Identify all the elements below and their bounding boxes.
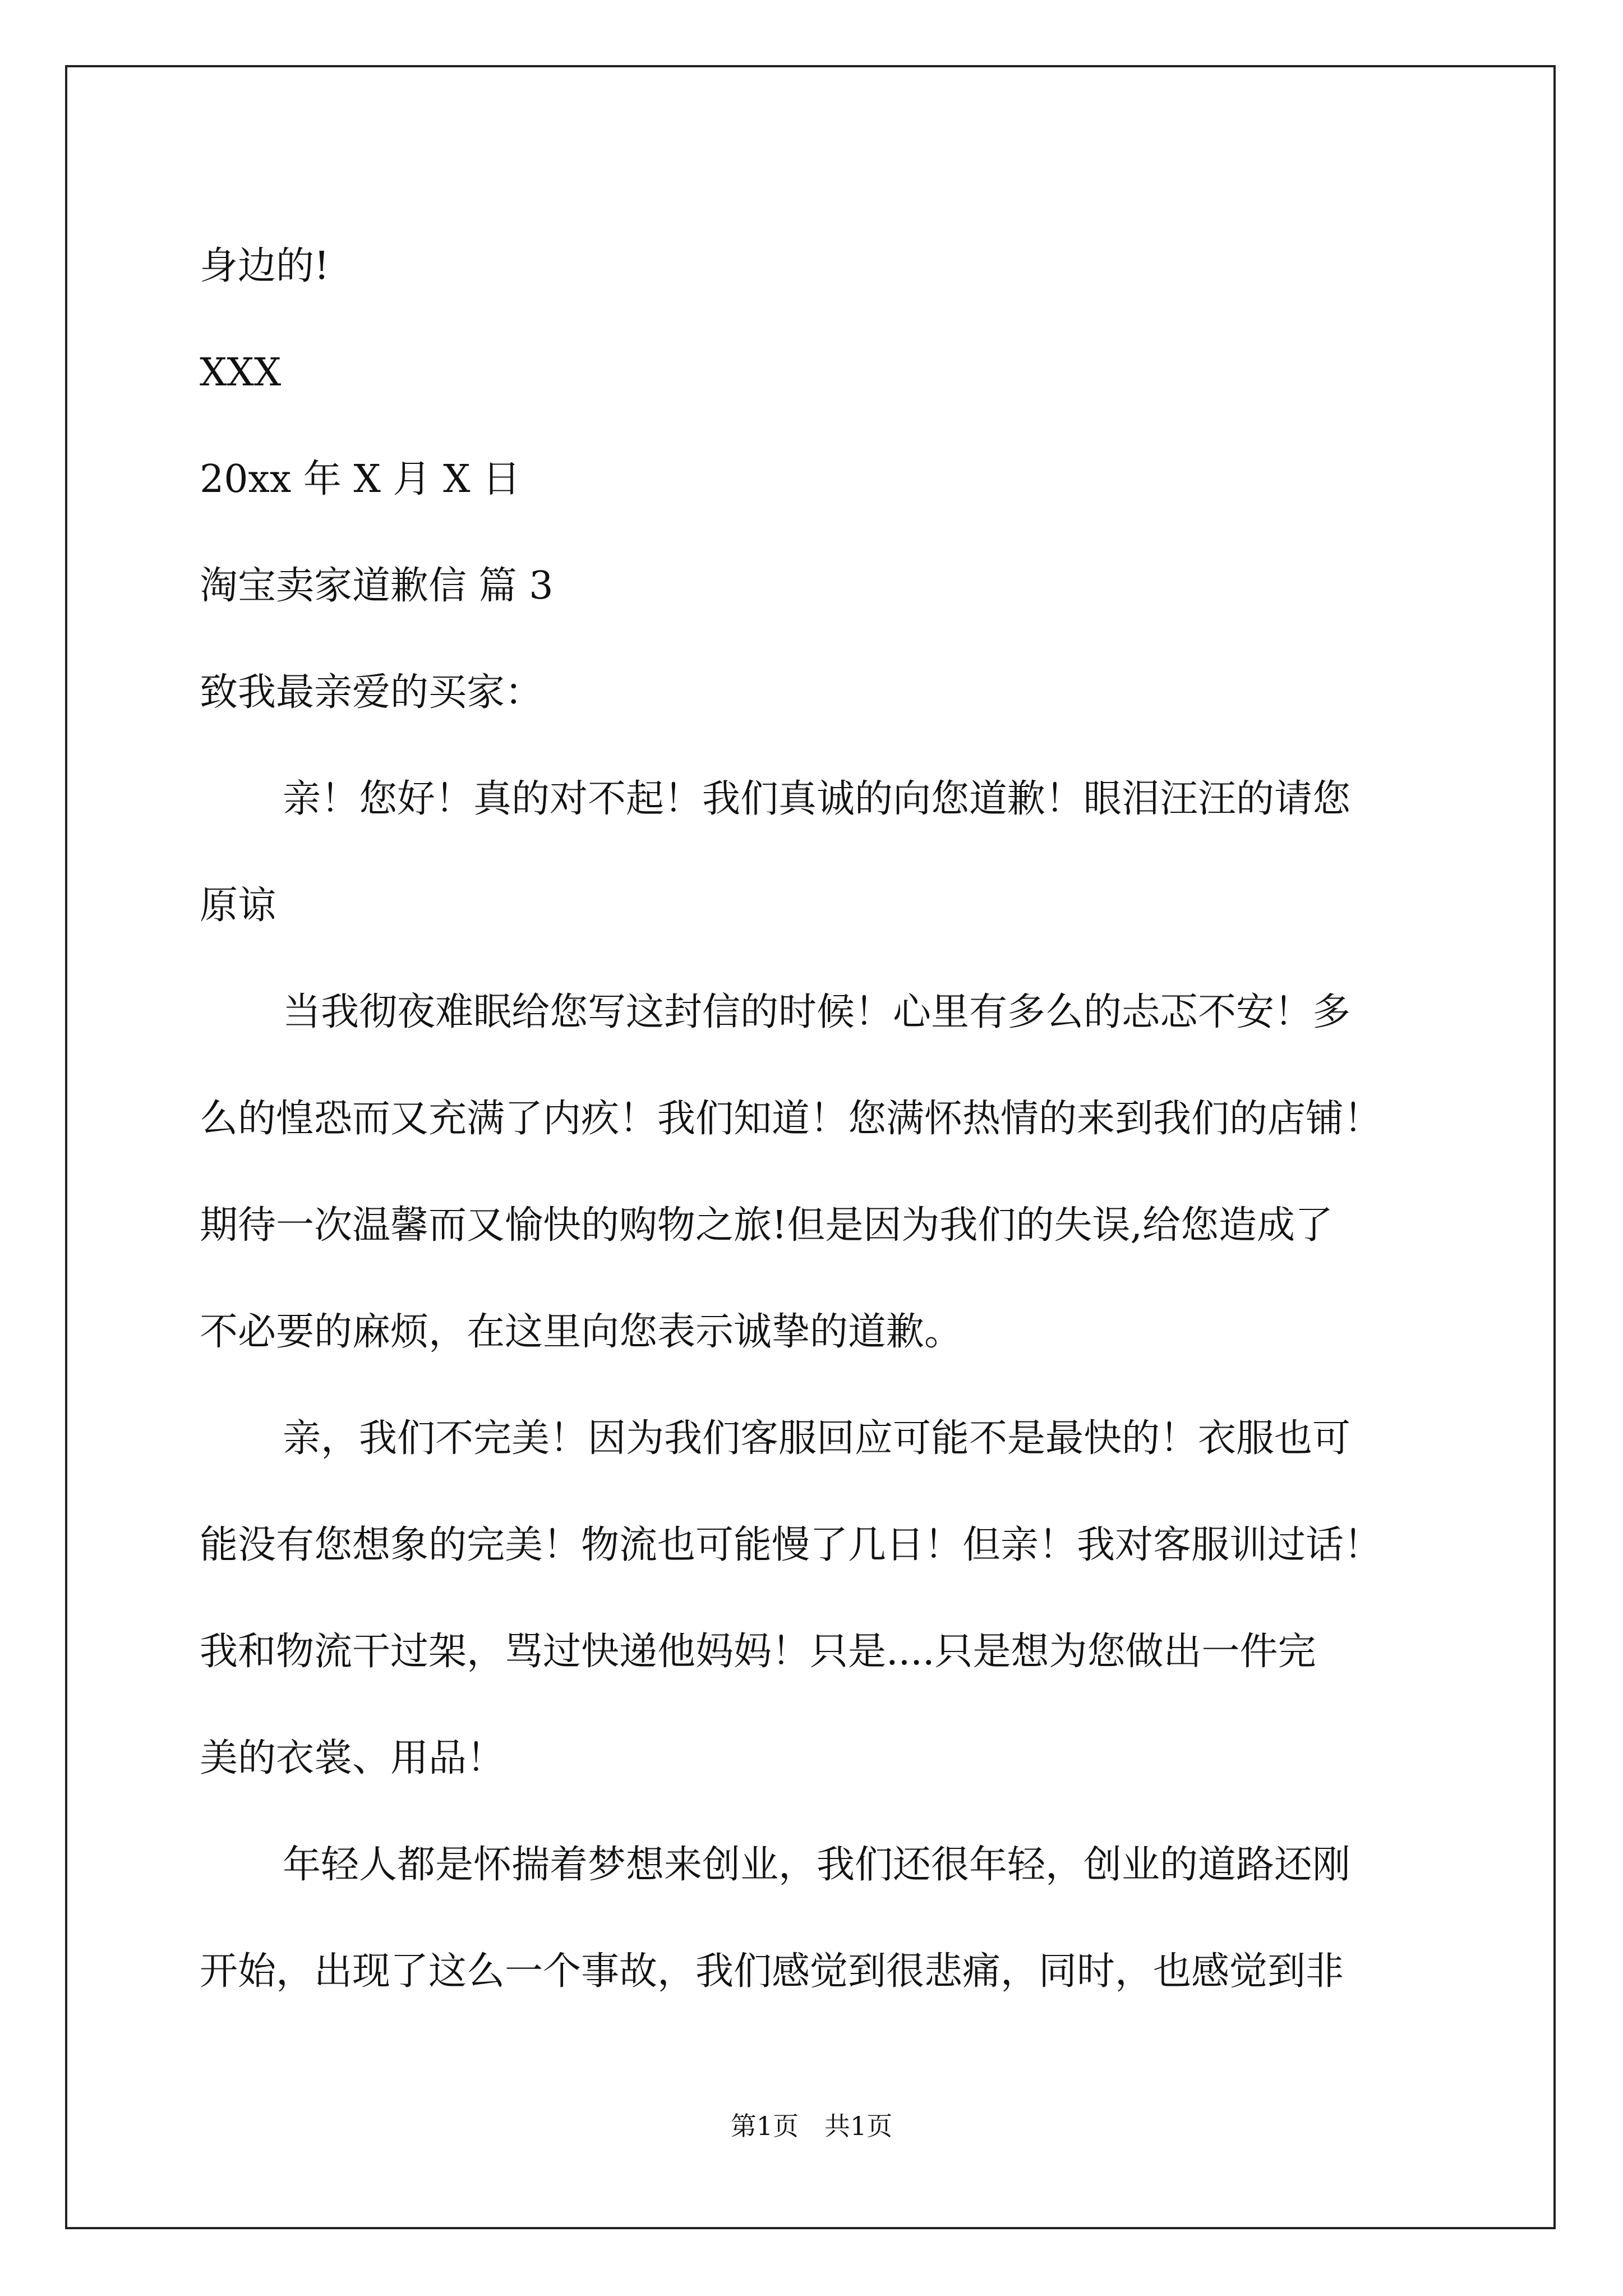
text-line: 20xx 年 X 月 X 日 <box>200 457 521 501</box>
paragraph-line: 原谅 <box>200 884 276 928</box>
document-body <box>200 213 1467 2025</box>
page-footer <box>0 2109 1623 2143</box>
paragraph-line: 我和物流干过架，骂过快递他妈妈！只是....只是想为您做出一件完 <box>200 1630 1316 1674</box>
section-heading: 淘宝卖家道歉信 篇 3 <box>200 564 554 608</box>
paragraph-line: 不必要的麻烦，在这里向您表示诚挚的道歉。 <box>200 1310 963 1354</box>
paragraph-line: 当我彻夜难眠给您写这封信的时候！心里有多么的忐忑不安！多 <box>283 990 1351 1034</box>
paragraph-line: 亲，我们不完美！因为我们客服回应可能不是最快的！衣服也可 <box>283 1416 1351 1461</box>
paragraph-line: 能没有您想象的完美！物流也可能慢了几日！但亲！我对客服训过话！ <box>200 1523 1382 1567</box>
paragraph-line: 么的惶恐而又充满了内疚！我们知道！您满怀热情的来到我们的店铺！ <box>200 1097 1382 1141</box>
paragraph-line: 美的衣裳、用品！ <box>200 1736 505 1780</box>
page-number-current: 第1页 <box>730 2111 799 2141</box>
salutation: 致我最亲爱的买家： <box>200 670 543 715</box>
paragraph-line: 年轻人都是怀揣着梦想来创业，我们还很年轻，创业的道路还刚 <box>283 1843 1351 1887</box>
text-line: 身边的! <box>200 244 330 288</box>
paragraph-line: 亲！您好！真的对不起！我们真诚的向您道歉！眼泪汪汪的请您 <box>283 777 1351 821</box>
paragraph-line: 期待一次温馨而又愉快的购物之旅!但是因为我们的失误,给您造成了 <box>200 1203 1333 1248</box>
text-line: XXX <box>200 351 282 395</box>
paragraph-line: 开始，出现了这么一个事故，我们感觉到很悲痛，同时，也感觉到非 <box>200 1949 1344 1994</box>
page-number-total: 共1页 <box>824 2111 893 2141</box>
